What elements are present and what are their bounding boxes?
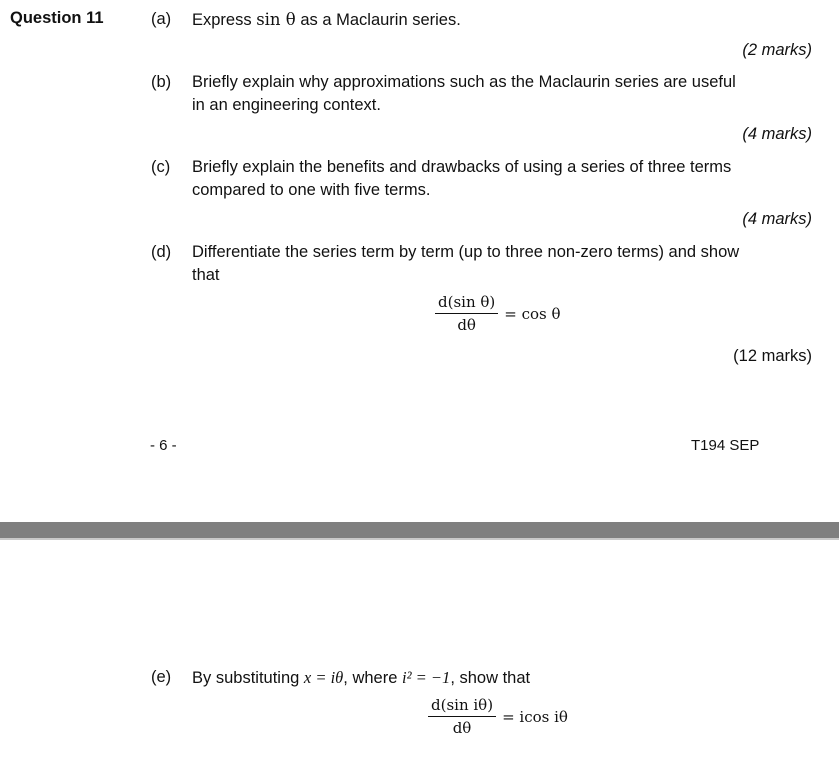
- part-e-text-mid: , where: [343, 669, 402, 687]
- part-b-text: [192, 71, 802, 116]
- part-d-line2: that: [192, 265, 220, 284]
- part-e-equation: [428, 696, 568, 737]
- part-d-marks: (12 marks): [733, 347, 812, 365]
- part-c-letter: (c): [151, 158, 171, 176]
- part-a-text-pre: Express: [192, 11, 257, 29]
- part-d-letter: (d): [151, 243, 172, 261]
- part-e-fraction: [428, 696, 496, 737]
- part-e-text: [192, 667, 802, 690]
- part-d-line1: Differentiate the series term by term (up to three non-zero terms) and show: [192, 243, 740, 261]
- part-a-math: sin θ: [256, 10, 296, 29]
- part-a-letter: (a): [151, 10, 172, 28]
- part-d-fraction: [435, 293, 498, 334]
- part-d-text: [192, 241, 802, 286]
- part-e-rhs: = icos iθ: [502, 707, 568, 726]
- part-c-marks: (4 marks): [742, 210, 812, 228]
- part-e-numerator: d(sin iθ): [428, 696, 496, 717]
- part-b-line1: Briefly explain why approximations such as the Maclaurin series are useful: [192, 73, 736, 91]
- part-c-line2: compared to one with five terms.: [192, 180, 431, 199]
- part-b-marks: (4 marks): [742, 125, 812, 143]
- part-a-text: [192, 9, 802, 32]
- part-e-text-pre: By substituting: [192, 669, 304, 687]
- part-b-letter: (b): [151, 73, 172, 91]
- part-c-text: [192, 156, 802, 201]
- question-label: Question 11: [10, 9, 104, 27]
- part-e-text-post: , show that: [450, 669, 531, 687]
- part-e-math1: x = iθ: [303, 668, 344, 687]
- page-divider-shadow: [0, 538, 839, 540]
- part-d-denominator: dθ: [457, 316, 476, 334]
- part-d-numerator: d(sin θ): [435, 293, 498, 314]
- part-d-equation: [435, 293, 561, 334]
- part-b-line2: in an engineering context.: [192, 95, 381, 114]
- part-a-marks: (2 marks): [742, 41, 812, 59]
- paper-code: T194 SEP: [691, 437, 760, 454]
- part-d-rhs: = cos θ: [504, 304, 561, 323]
- part-e-denominator: dθ: [452, 719, 472, 737]
- part-e-letter: (e): [151, 668, 172, 686]
- page-divider: [0, 522, 839, 538]
- part-e-math2: i² = −1: [402, 668, 451, 687]
- part-a-text-post: as a Maclaurin series.: [295, 11, 461, 29]
- part-c-line1: Briefly explain the benefits and drawbacks of using a series of three terms: [192, 158, 732, 176]
- page-number: - 6 -: [150, 437, 177, 454]
